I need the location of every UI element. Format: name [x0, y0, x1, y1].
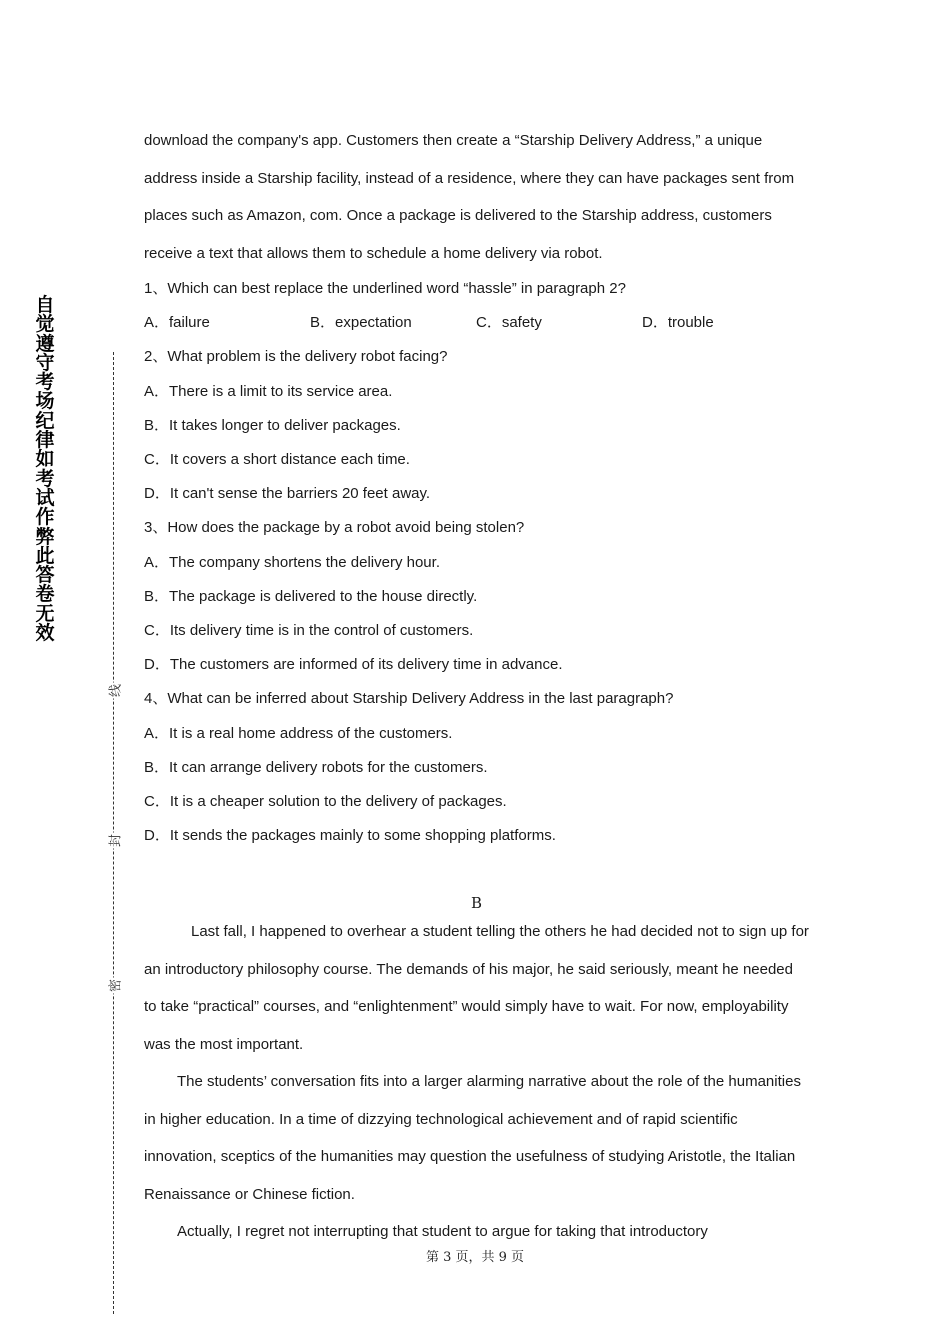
question-3: [144, 511, 809, 682]
binding-mark-seal: 封: [105, 833, 124, 849]
option-d: D．It can't sense the barriers 20 feet away.: [144, 485, 431, 503]
exam-rules-notice: 自觉遵守考场纪律如考试作弊此答卷无效: [35, 294, 55, 645]
option-d: D．It sends the packages mainly to some shopping platforms.: [144, 827, 556, 845]
option-d: D．The customers are informed of its delivery time in advance.: [144, 656, 563, 674]
option-b: B．The package is delivered to the house directly.: [144, 587, 478, 605]
question-2: [144, 340, 809, 511]
question-options: [144, 306, 809, 340]
option-c: C．safety: [476, 314, 542, 332]
option-b: B．expectation: [310, 314, 412, 332]
passage-line: address inside a Starship facility, instead of a residence, where they can have packages sent from: [144, 169, 795, 187]
option-a: A．There is a limit to its service area.: [144, 382, 393, 400]
passage-line: receive a text that allows them to schedule a home delivery via robot.: [144, 244, 603, 262]
passage-paragraph: Actually, I regret not interrupting that student to argue for taking that introductory: [177, 1223, 708, 1241]
option-a: A．The company shortens the delivery hour.: [144, 553, 440, 571]
passage-b: [144, 853, 809, 1251]
binding-mark-secret: 密: [105, 978, 124, 994]
option-c: C．It is a cheaper solution to the delivery of packages.: [144, 793, 507, 811]
passage-paragraph: Last fall, I happened to overhear a student telling the others he had decided not to sign up for an introductory philosophy course. The demands of his major, he said seriously, meant he needed to take “practical” courses, and “enlightenment” would simply have to wait. For now, employability was the most important.: [144, 923, 809, 1053]
passage-line: places such as Amazon, com. Once a package is delivered to the Starship address, customers: [144, 207, 772, 224]
question-stem: 3、How does the package by a robot avoid being stolen?: [144, 519, 525, 537]
option-c: C．It covers a short distance each time.: [144, 451, 410, 469]
question-4: [144, 682, 809, 853]
question-stem: 2、What problem is the delivery robot facing?: [144, 348, 448, 366]
question-stem: 1、Which can best replace the underlined word “hassle” in paragraph 2?: [144, 280, 626, 297]
option-c: C．Its delivery time is in the control of customers.: [144, 622, 474, 640]
passage-line: download the company's app. Customers then create a “Starship Delivery Address,” a unique: [144, 132, 763, 149]
page-content: [144, 122, 809, 1251]
binding-mark-line: 线: [105, 683, 124, 699]
option-b: B．It takes longer to deliver packages.: [144, 416, 401, 434]
page-footer: 第 3 页，共 9 页: [425, 1250, 525, 1265]
passage-paragraph: The students’ conversation fits into a larger alarming narrative about the role of the humanities in higher education. In a time of dizzying technological achievement and of rapid scientific innovation, sceptics of the humanities may question the usefulness of studying Aristotle, the Italian Renaissance or Chinese fiction.: [144, 1073, 801, 1203]
option-a: A．failure: [144, 314, 210, 332]
option-b: B．It can arrange delivery robots for the customers.: [144, 758, 488, 776]
option-a: A．It is a real home address of the customers.: [144, 724, 453, 742]
question-1: [144, 272, 809, 340]
option-d: D．trouble: [642, 314, 714, 332]
passage-a-tail: [144, 122, 809, 272]
question-stem: 4、What can be inferred about Starship Delivery Address in the last paragraph?: [144, 690, 674, 708]
section-title: B: [470, 894, 483, 913]
